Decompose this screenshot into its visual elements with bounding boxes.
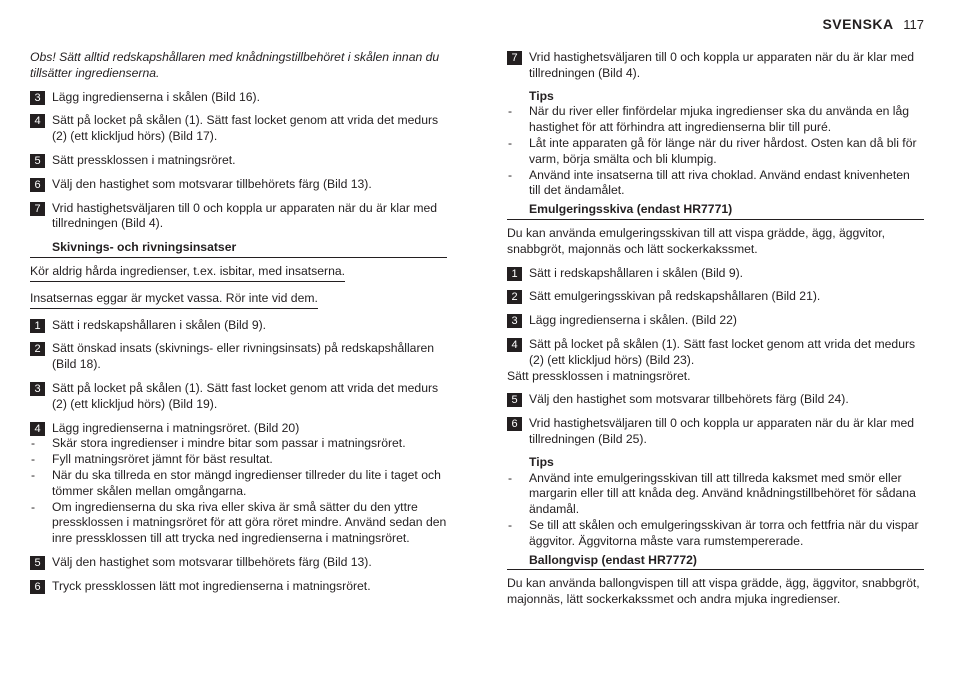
- step-text: Sätt på locket på skålen (1). Sätt fast locket genom att vrida det medurs (2) (ett klickljud hörs) (Bild 23).: [529, 336, 916, 367]
- step-text: Vrid hastighetsväljaren till 0 och koppla ur apparaten när du är klar med tillredningen (Bild 4).: [529, 50, 915, 80]
- step-number: 5: [507, 393, 522, 407]
- step-text: Välj den hastighet som motsvarar tillbehörets färg (Bild 13).: [52, 554, 372, 569]
- bullet-item: - När du river eller finfördelar mjuka ingredienser ska du använda en låg hastighet för att förhindra att ingredienserna blir till puré.: [508, 104, 910, 135]
- step-text: Lägg ingredienserna i skålen (Bild 16).: [52, 89, 260, 104]
- bullet-item: - Använd inte emulgeringsskivan till att tillreda kaksmet med smör eller margarin eller till att knåda deg. Använd knådningstillbehöret för sådana ändamål.: [508, 470, 916, 517]
- warning-text: Kör aldrig hårda ingredienser, t.ex. isbitar, med insatserna.: [30, 264, 345, 282]
- bullet-text: Se till att skålen och emulgeringsskivan är torra och fettfria när du vispar äggvitor. Äggvitorna måste vara rumstempererade.: [529, 517, 919, 548]
- bullet-text: Skär stora ingredienser i mindre bitar som passar i matningsröret.: [52, 436, 406, 451]
- step-number: 7: [507, 51, 522, 65]
- step-text: Lägg ingredienserna i skålen. (Bild 22): [529, 313, 737, 328]
- bullet-text: Låt inte apparaten gå för länge när du river hårdost. Osten kan då bli för varm, börja smälta och bli klumpig.: [529, 135, 917, 166]
- step-text: Tryck pressklossen lätt mot ingredienserna i matningsröret.: [52, 578, 371, 593]
- step-text: Lägg ingredienserna i matningsröret. (Bild 20): [52, 420, 300, 435]
- bullet-text: Fyll matningsröret jämnt för bäst resultat.: [52, 452, 273, 467]
- step-item: [507, 50, 924, 82]
- left-column: [30, 50, 447, 603]
- step-number: 2: [30, 342, 45, 356]
- step-text: Sätt önskad insats (skivnings- eller rivningsinsats) på redskapshållaren (Bild 18).: [52, 341, 435, 372]
- step-item: [507, 313, 924, 329]
- bullet-text: Använd inte emulgeringsskivan till att tillreda kaksmet med smör eller margarin eller till att knåda deg. Använd knådningstillbehöret för sådana ändamål.: [529, 470, 916, 517]
- plain-text: Sätt pressklossen i matningsröret.: [507, 368, 691, 383]
- step-number: 7: [30, 202, 45, 216]
- section-heading: Skivnings- och rivningsinsatser: [30, 240, 447, 258]
- intro-text: Du kan använda ballongvispen till att vispa grädde, ägg, äggvitor, snabbgröt, majonnäs, lätt sockerkakssmet och andra mjuka ingredienser.: [507, 576, 920, 607]
- step-item: [30, 579, 447, 595]
- bullet-item: - Om ingredienserna du ska riva eller skiva är små sätter du den yttre pressklossen i matningsröret för att göra röret mindre. Använd sedan den inre pressklossen till att trycka ned ingredienserna i matningsröret.: [31, 499, 447, 546]
- step-item: [507, 392, 924, 408]
- step-text: Sätt på locket på skålen (1). Sätt fast locket genom att vrida det medurs (2) (ett klickljud hörs) (Bild 19).: [52, 380, 439, 411]
- step-text: Vrid hastighetsväljaren till 0 och koppla ur apparaten när du är klar med tillredningen (Bild 4).: [52, 200, 438, 231]
- step-number: 5: [30, 154, 45, 168]
- step-item: [30, 177, 447, 193]
- step-number: 1: [507, 267, 522, 281]
- step-text: Välj den hastighet som motsvarar tillbehörets färg (Bild 13).: [52, 176, 372, 191]
- bullet-text: När du ska tillreda en stor mängd ingredienser tillreder du lite i taget och tömmer skålen mellan omgångarna.: [52, 467, 441, 498]
- step-item: [30, 201, 447, 233]
- step-item: [30, 90, 447, 106]
- intro-text: Du kan använda emulgeringsskivan till att vispa grädde, ägg, äggvitor, snabbgröt, majonnäs och lätt sockerkakssmet.: [507, 225, 886, 256]
- bullet-text: Använd inte insatserna till att riva choklad. Använd endast knivenheten till det ändamålet.: [529, 167, 910, 198]
- step-item: [507, 266, 924, 282]
- step-item: [30, 153, 447, 169]
- note-text: Obs! Sätt alltid redskapshållaren med knådningstillbehöret i skålen innan du tillsätter ingredienserna.: [30, 50, 440, 80]
- bullet-item: - När du ska tillreda en stor mängd ingredienser tillreder du lite i taget och tömmer skålen mellan omgångarna.: [31, 467, 441, 498]
- step-text: Sätt på locket på skålen (1). Sätt fast locket genom att vrida det medurs (2) (ett klickljud hörs) (Bild 17).: [52, 113, 439, 144]
- step-number: 6: [30, 178, 45, 192]
- step-text: Vrid hastighetsväljaren till 0 och koppla ur apparaten när du är klar med tillredningen (Bild 25).: [529, 416, 915, 446]
- step-number: 6: [507, 417, 522, 431]
- step-number: 3: [507, 314, 522, 328]
- bullet-item: - Skär stora ingredienser i mindre bitar som passar i matningsröret.: [31, 436, 406, 451]
- step-text: Sätt pressklossen i matningsröret.: [52, 152, 236, 167]
- step-number: 4: [30, 114, 45, 128]
- step-item: [30, 381, 447, 413]
- warning-text: Insatsernas eggar är mycket vassa. Rör inte vid dem.: [30, 291, 318, 309]
- language-label: SVENSKA: [822, 16, 894, 32]
- bullet-text: När du river eller finfördelar mjuka ingredienser ska du använda en låg hastighet för att förhindra att ingredienserna blir till puré.: [529, 104, 910, 135]
- step-item: [507, 337, 924, 369]
- step-text: Sätt i redskapshållaren i skålen (Bild 9).: [529, 265, 744, 280]
- step-item: [30, 421, 447, 437]
- step-text: Sätt i redskapshållaren i skålen (Bild 9).: [52, 317, 267, 332]
- bullet-item: - Fyll matningsröret jämnt för bäst resultat.: [31, 452, 273, 467]
- step-number: 3: [30, 91, 45, 105]
- bullet-item: - Låt inte apparaten gå för länge när du river hårdost. Osten kan då bli för varm, börja smälta och bli klumpig.: [508, 135, 917, 166]
- step-number: 1: [30, 319, 45, 333]
- step-number: 6: [30, 580, 45, 594]
- bullet-text: Om ingredienserna du ska riva eller skiva är små sätter du den yttre pressklossen i matningsröret för att göra röret mindre. Använd sedan den inre pressklossen till att trycka ned ingredienserna i matningsröret.: [52, 499, 447, 546]
- step-item: [30, 555, 447, 571]
- step-number: 2: [507, 290, 522, 304]
- step-number: 4: [30, 422, 45, 436]
- step-item: [30, 341, 447, 373]
- page-header: [822, 16, 924, 32]
- tips-label: Tips: [529, 88, 554, 103]
- step-item: [30, 318, 447, 334]
- right-column: [507, 50, 924, 616]
- step-item: [507, 416, 924, 448]
- step-number: 3: [30, 382, 45, 396]
- bullet-item: - Använd inte insatserna till att riva choklad. Använd endast knivenheten till det ändamålet.: [508, 167, 910, 198]
- tips-label: Tips: [529, 454, 554, 469]
- step-item: [30, 113, 447, 145]
- step-item: [507, 289, 924, 305]
- section-heading: Emulgeringsskiva (endast HR7771): [507, 202, 924, 220]
- page-number: 117: [903, 17, 924, 32]
- bullet-item: - Se till att skålen och emulgeringsskivan är torra och fettfria när du vispar äggvitor. Äggvitorna måste vara rumstempererade.: [508, 517, 919, 548]
- step-number: 4: [507, 338, 522, 352]
- step-number: 5: [30, 556, 45, 570]
- step-text: Sätt emulgeringsskivan på redskapshållaren (Bild 21).: [529, 289, 821, 304]
- step-text: Välj den hastighet som motsvarar tillbehörets färg (Bild 24).: [529, 392, 849, 407]
- section-heading: Ballongvisp (endast HR7772): [507, 553, 924, 571]
